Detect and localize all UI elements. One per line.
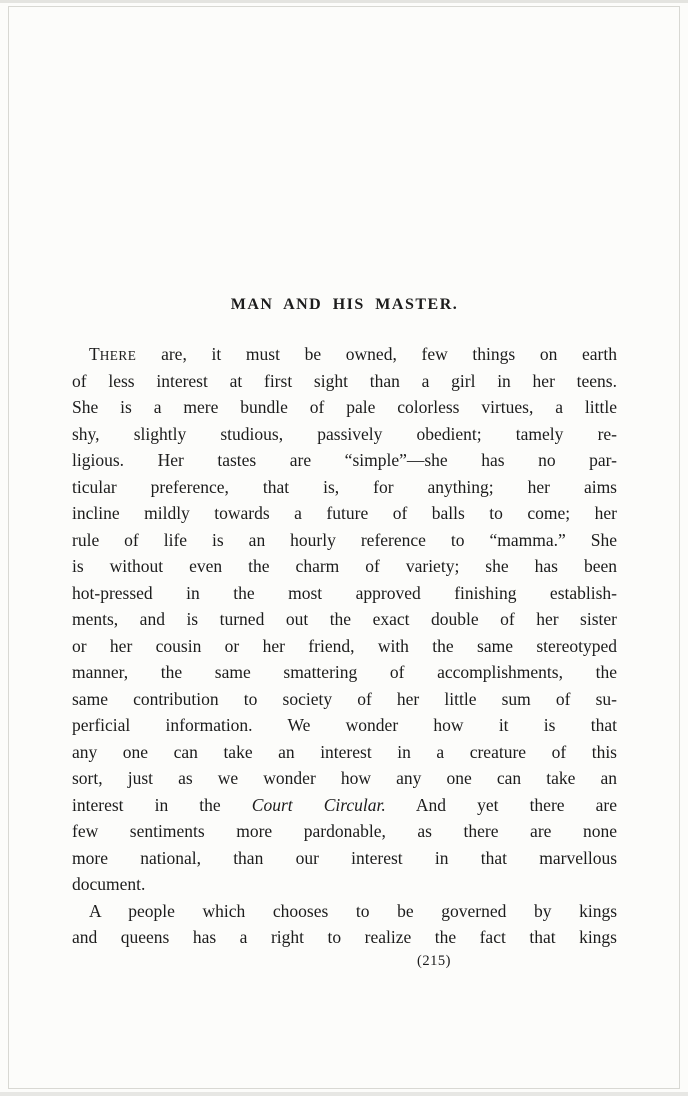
text-line xyxy=(72,792,617,819)
text-line xyxy=(72,341,617,368)
text-segment: A people which chooses to be governed by kings xyxy=(89,900,617,921)
text-segment: hot-pressed in the most approved finishing establish- xyxy=(72,582,617,603)
text-line xyxy=(72,527,617,554)
text-segment: T xyxy=(89,344,100,364)
text-segment: document. xyxy=(72,874,146,894)
text-line xyxy=(72,845,617,872)
text-line xyxy=(72,553,617,580)
text-line xyxy=(72,500,617,527)
italic-text: Court Circular. xyxy=(251,794,386,815)
text-line xyxy=(72,739,617,766)
text-segment: incline mildly towards a future of balls to come; her xyxy=(72,503,617,523)
scan-edge-bottom xyxy=(0,1092,688,1096)
text-segment: ments, and is turned out the exact double of her sister xyxy=(72,609,617,629)
text-segment: manner, the same smattering of accomplishments, the xyxy=(72,662,617,682)
text-line xyxy=(72,421,617,448)
scan-edge-top xyxy=(0,0,688,3)
text-segment: is without even the charm of variety; she has been xyxy=(72,556,617,576)
text-line xyxy=(72,447,617,474)
text-segment: She is a mere bundle of pale colorless virtues, a little xyxy=(72,397,617,417)
text-line xyxy=(72,474,617,501)
text-segment: and queens has a right to realize the fact that kings xyxy=(72,927,617,947)
text-line xyxy=(72,871,617,898)
text-line xyxy=(72,898,617,925)
page-title: MAN AND HIS MASTER. xyxy=(230,296,459,313)
text-segment: are, it must be owned, few things on earth xyxy=(136,344,617,364)
text-segment: sort, just as we wonder how any one can take an xyxy=(72,768,617,788)
text-segment: shy, slightly studious, passively obedient; tamely re- xyxy=(72,423,617,444)
page-number: (215) xyxy=(417,953,451,969)
text-segment: perficial information. We wonder how it is that xyxy=(72,715,617,735)
text-line xyxy=(72,580,617,607)
text-line xyxy=(72,633,617,660)
text-line xyxy=(72,606,617,633)
text-line xyxy=(72,818,617,845)
text-segment: few sentiments more pardonable, as there are none xyxy=(72,821,617,841)
text-segment: ticular preference, that is, for anything; her aims xyxy=(72,476,617,497)
text-segment: any one can take an interest in a creature of this xyxy=(72,741,617,762)
text-segment: more national, than our interest in that marvellous xyxy=(72,847,617,868)
text-segment: or her cousin or her friend, with the same stereotyped xyxy=(72,635,617,656)
text-segment: rule of life is an hourly reference to “mamma.” She xyxy=(72,529,617,550)
text-line xyxy=(72,765,617,792)
text-line xyxy=(72,686,617,713)
text-segment: ligious. Her tastes are “simple”—she has no par- xyxy=(72,450,617,470)
body-text xyxy=(72,341,617,951)
small-caps-text: HERE xyxy=(99,348,137,363)
text-line xyxy=(72,394,617,421)
text-segment: interest in the xyxy=(72,794,252,815)
text-line xyxy=(72,924,617,951)
text-line xyxy=(72,368,617,395)
text-line xyxy=(72,659,617,686)
text-segment: of less interest at first sight than a girl in her teens. xyxy=(72,370,617,391)
text-segment: same contribution to society of her little sum of su- xyxy=(72,688,617,709)
text-segment: And yet there are xyxy=(385,794,617,815)
text-line xyxy=(72,712,617,739)
